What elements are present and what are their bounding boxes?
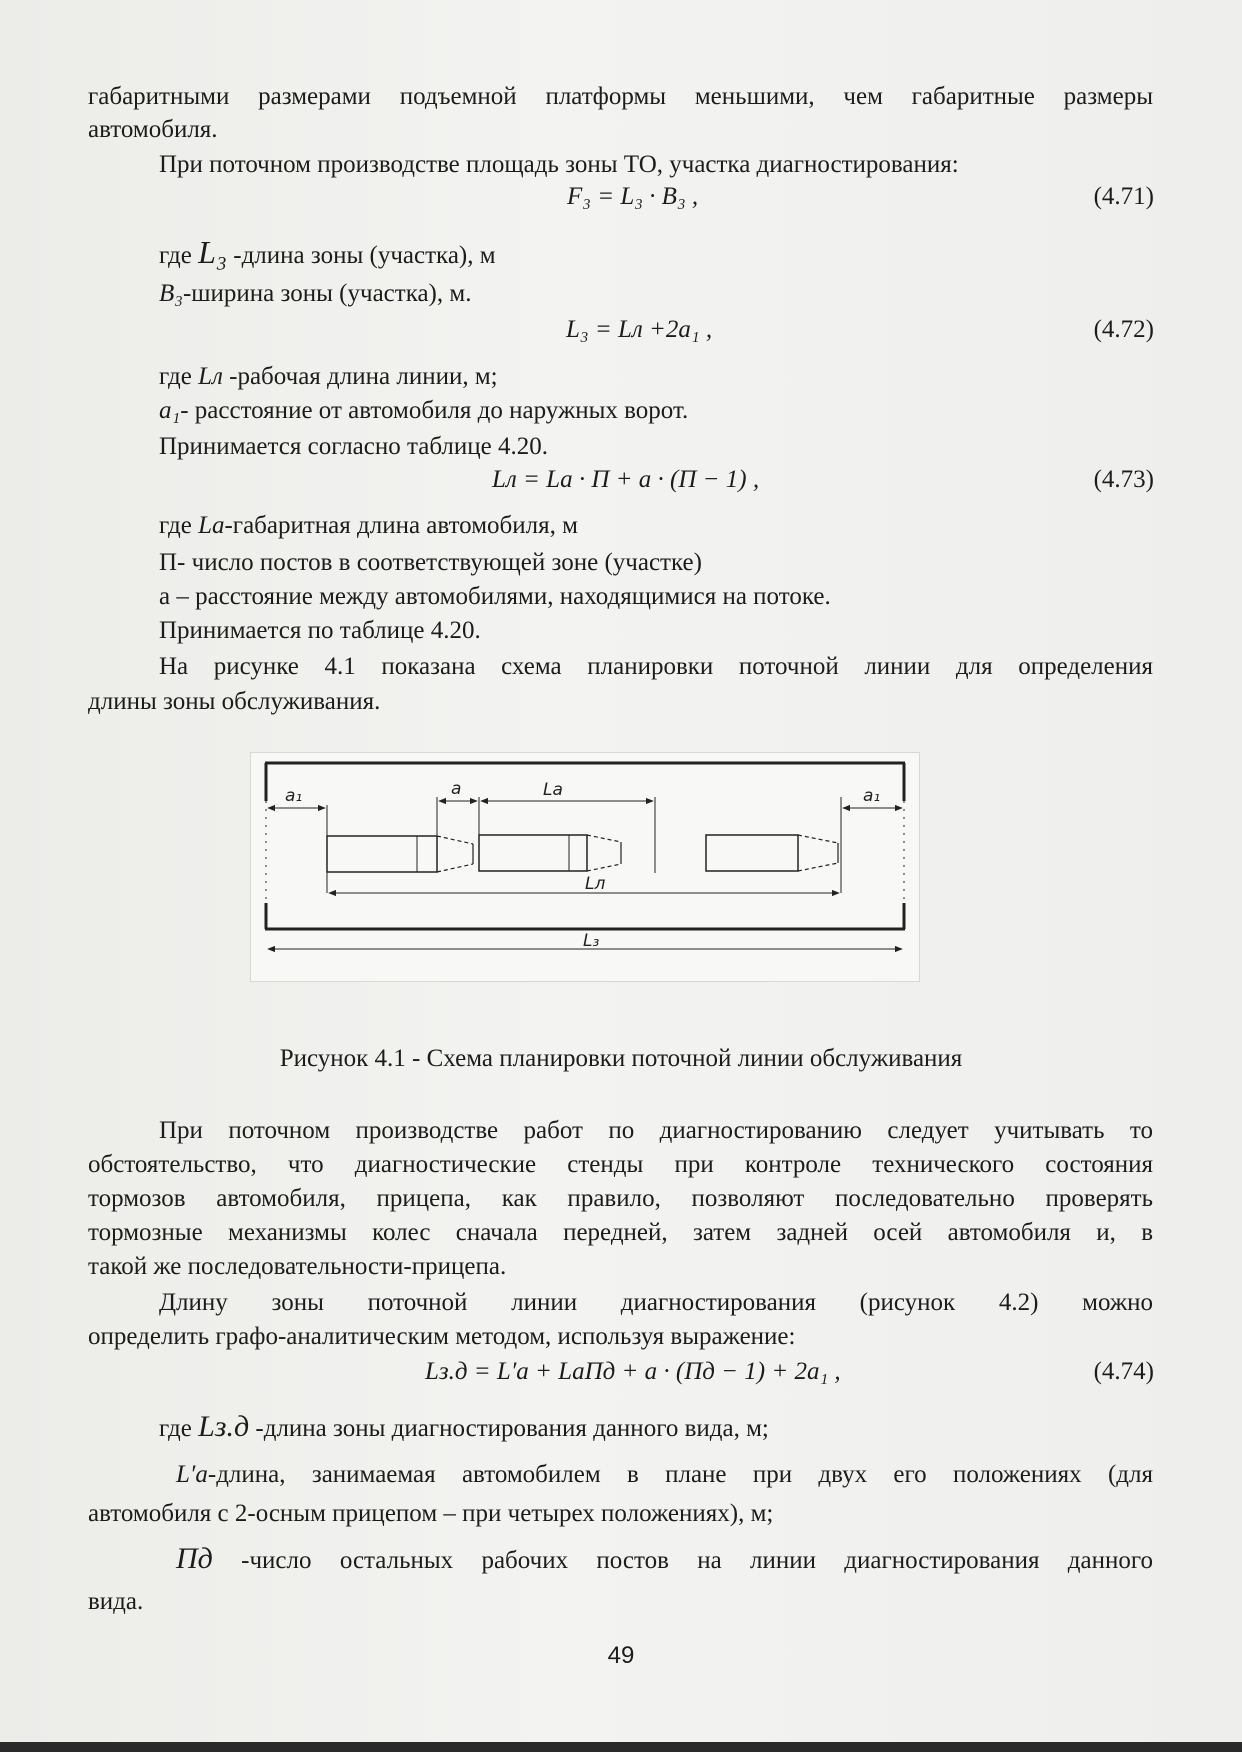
formula-4-71: F₃ = L₃ · B₃ , [567,183,699,210]
paragraph-line: а – расстояние между автомобилями, находящимися на потоке. [159,583,831,610]
symbol: L′а [176,1461,208,1488]
where-word: где [159,242,199,269]
definition-line [176,1542,1153,1577]
paragraph-line: Принимается согласно таблице 4.20. [159,433,548,460]
formula-number: (4.71) [1093,183,1154,210]
definition-text: -длина, занимаемая автомобилем в плане при двух его положениях (для [207,1461,1153,1488]
formula-4-74: Lз.д = L′а + LаПд + a · (Пд − 1) + 2a₁ , [425,1358,841,1385]
symbol: Пд [176,1542,213,1575]
symbol: Lл [198,363,223,390]
page-number: 49 [607,1642,635,1669]
definition-line [159,360,498,393]
symbol: B₃ [159,280,183,307]
vehicle-1 [327,836,473,872]
paragraph-line: такой же последовательности-прицепа. [88,1253,507,1280]
symbol: Lз.д [198,1410,250,1443]
label-a1-right: a₁ [863,786,881,806]
label-a1-left: a₁ [285,786,303,806]
definition-line [176,1458,1153,1491]
paragraph-line: Длину зоны поточной линии диагностирования (рисунок 4.2) можно [159,1289,1153,1316]
paragraph-line: автомобиля. [88,116,218,143]
definition-line [159,394,688,427]
where-word: где [159,363,199,390]
paragraph-line: тормозов автомобиля, прицепа, как правило, позволяют последовательно проверять [88,1185,1153,1212]
paragraph-line: При поточном производстве площадь зоны ТО, участка диагностирования: [159,151,959,178]
where-word: где [159,512,199,539]
paragraph-line: определить графо-аналитическим методом, используя выражение: [88,1323,796,1350]
figure-caption: Рисунок 4.1 - Схема планировки поточной линии обслуживания [279,1045,963,1072]
definition-line [159,1410,769,1445]
paragraph-line: П- число постов в соответствующей зоне (участке) [159,549,702,576]
definition-line [159,509,578,542]
label-Lz: L₃ [583,931,600,951]
definition-text: -число остальных рабочих постов на линии диагностирования данного [212,1547,1153,1574]
formula-number: (4.74) [1093,1358,1154,1385]
definition-text: -ширина зоны (участка), м. [182,280,472,307]
vehicle-3 [706,835,838,871]
definition-text: -рабочая длина линии, м; [222,363,498,390]
definition-text: -длина зоны (участка), м [227,242,496,269]
formula-number: (4.72) [1093,316,1154,343]
formula-number: (4.73) [1093,466,1154,493]
definition-line [159,236,496,272]
where-word: где [159,1415,199,1442]
formula-4-73: Lл = Lа · П + a · (П − 1) , [492,466,760,493]
scan-bottom-edge [0,1742,1242,1752]
definition-text: - расстояние от автомобиля до наружных ворот. [180,397,689,424]
figure-4-1 [250,752,920,982]
paragraph-line: На рисунке 4.1 показана схема планировки поточной линии для определения [159,653,1153,680]
formula-4-72: L₃ = Lл +2a₁ , [566,316,713,343]
paragraph-line: вида. [88,1588,144,1615]
definition-line [159,277,471,310]
symbol: a₁ [159,397,181,424]
flow-line-diagram [251,753,919,981]
paragraph-line: обстоятельство, что диагностические стенды при контроле технического состояния [88,1151,1153,1178]
label-Ll: Lл [585,874,606,894]
paragraph-line: автомобиля с 2-осным прицепом – при четырех положениях), м; [88,1500,774,1527]
symbol: Lа [198,512,225,539]
definition-text: -габаритная длина автомобиля, м [224,512,578,539]
paragraph-line: тормозные механизмы колес сначала передней, затем задней осей автомобиля и, в [88,1219,1153,1246]
label-La: Lа [543,780,563,800]
vehicle-2 [479,835,621,871]
paragraph-line: габаритными размерами подъемной платформы меньшими, чем габаритные размеры [88,83,1153,110]
label-a: a [451,779,462,799]
paragraph-line: Принимается по таблице 4.20. [159,617,481,644]
paragraph-line: длины зоны обслуживания. [88,688,381,715]
paragraph-line: При поточном производстве работ по диагностированию следует учитывать то [159,1117,1153,1144]
symbol: L₃ [198,234,227,270]
definition-text: -длина зоны диагностирования данного вида, м; [249,1415,769,1442]
